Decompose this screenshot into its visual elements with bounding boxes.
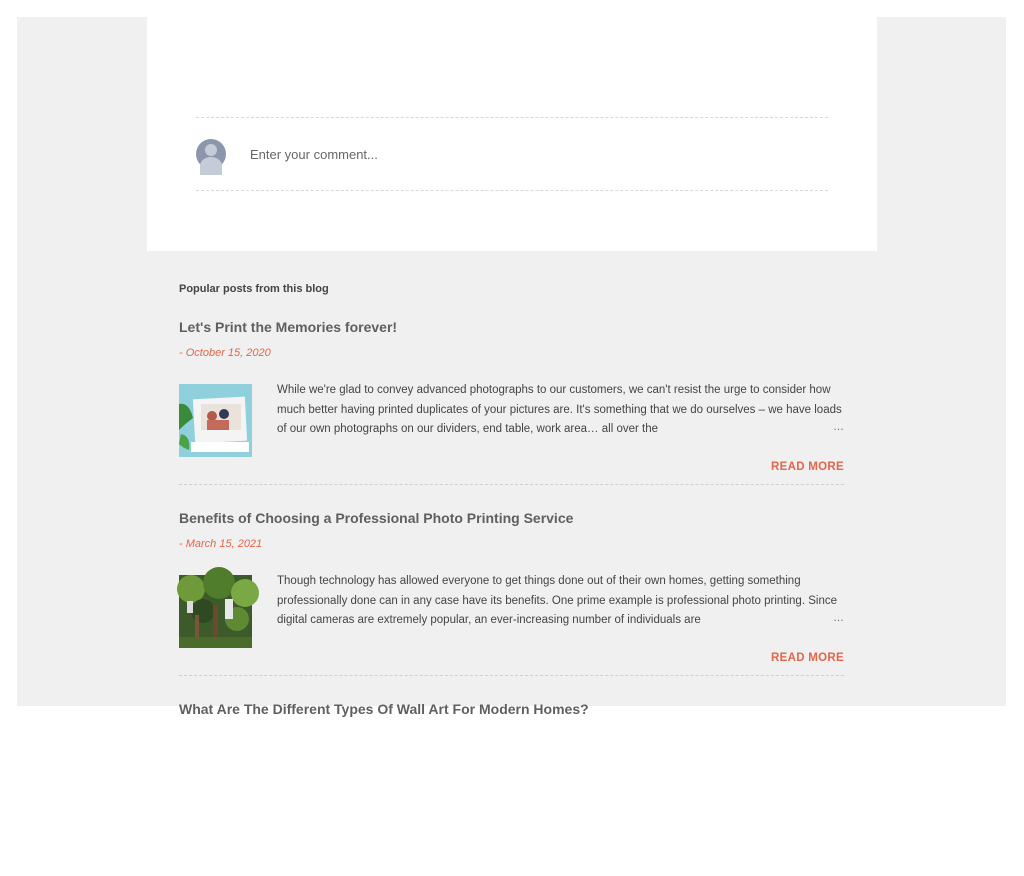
post-thumbnail[interactable]: [179, 384, 252, 457]
post-date-text: March 15, 2021: [185, 538, 263, 550]
post-item: [179, 510, 844, 685]
user-avatar-icon: [196, 139, 226, 169]
post-item: [179, 701, 844, 876]
post-thumbnail[interactable]: [179, 575, 252, 648]
post-date[interactable]: [179, 538, 262, 550]
comment-input[interactable]: [246, 142, 814, 166]
post-snippet: Though technology has allowed everyone to get things done out of their own homes, getting something professionally done can in any case have its benefits. One prime example is professional photo printing. Since digital cameras are extremely popular, an ever-increasing number of individuals are: [277, 575, 837, 627]
comment-card: [147, 17, 877, 251]
post-date-prefix: -: [179, 347, 183, 359]
snippet-ellipsis[interactable]: …: [819, 421, 844, 433]
garden-photo-image: [179, 575, 252, 648]
post-title[interactable]: What Are The Different Types Of Wall Art For Modern Homes?: [179, 701, 589, 717]
read-more-link[interactable]: READ MORE: [771, 652, 844, 664]
popular-posts-heading: Popular posts from this blog: [179, 283, 329, 295]
post-date[interactable]: [179, 347, 271, 359]
print-photo-image: [179, 384, 252, 457]
snippet-ellipsis[interactable]: …: [819, 612, 844, 624]
post-date-prefix: -: [179, 538, 183, 550]
post-date-text: October 15, 2020: [185, 347, 271, 359]
comment-form: [196, 117, 828, 191]
post-divider: [179, 675, 844, 676]
post-title[interactable]: Let's Print the Memories forever!: [179, 319, 398, 335]
avatar-head: [205, 144, 217, 156]
post-snippet: While we're glad to convey advanced photographs to our customers, we can't resist the urge to consider how much better having printed duplicates of your pictures are. It's something that we do ourselves – we have loads of our own photographs on our dividers, end table, work area… all over the: [277, 384, 842, 436]
post-item: [179, 319, 844, 494]
post-divider: [179, 484, 844, 485]
post-title[interactable]: Benefits of Choosing a Professional Photo Printing Service: [179, 510, 574, 526]
read-more-link[interactable]: READ MORE: [771, 461, 844, 473]
page-background: [17, 17, 1006, 717]
avatar-body: [200, 157, 222, 175]
